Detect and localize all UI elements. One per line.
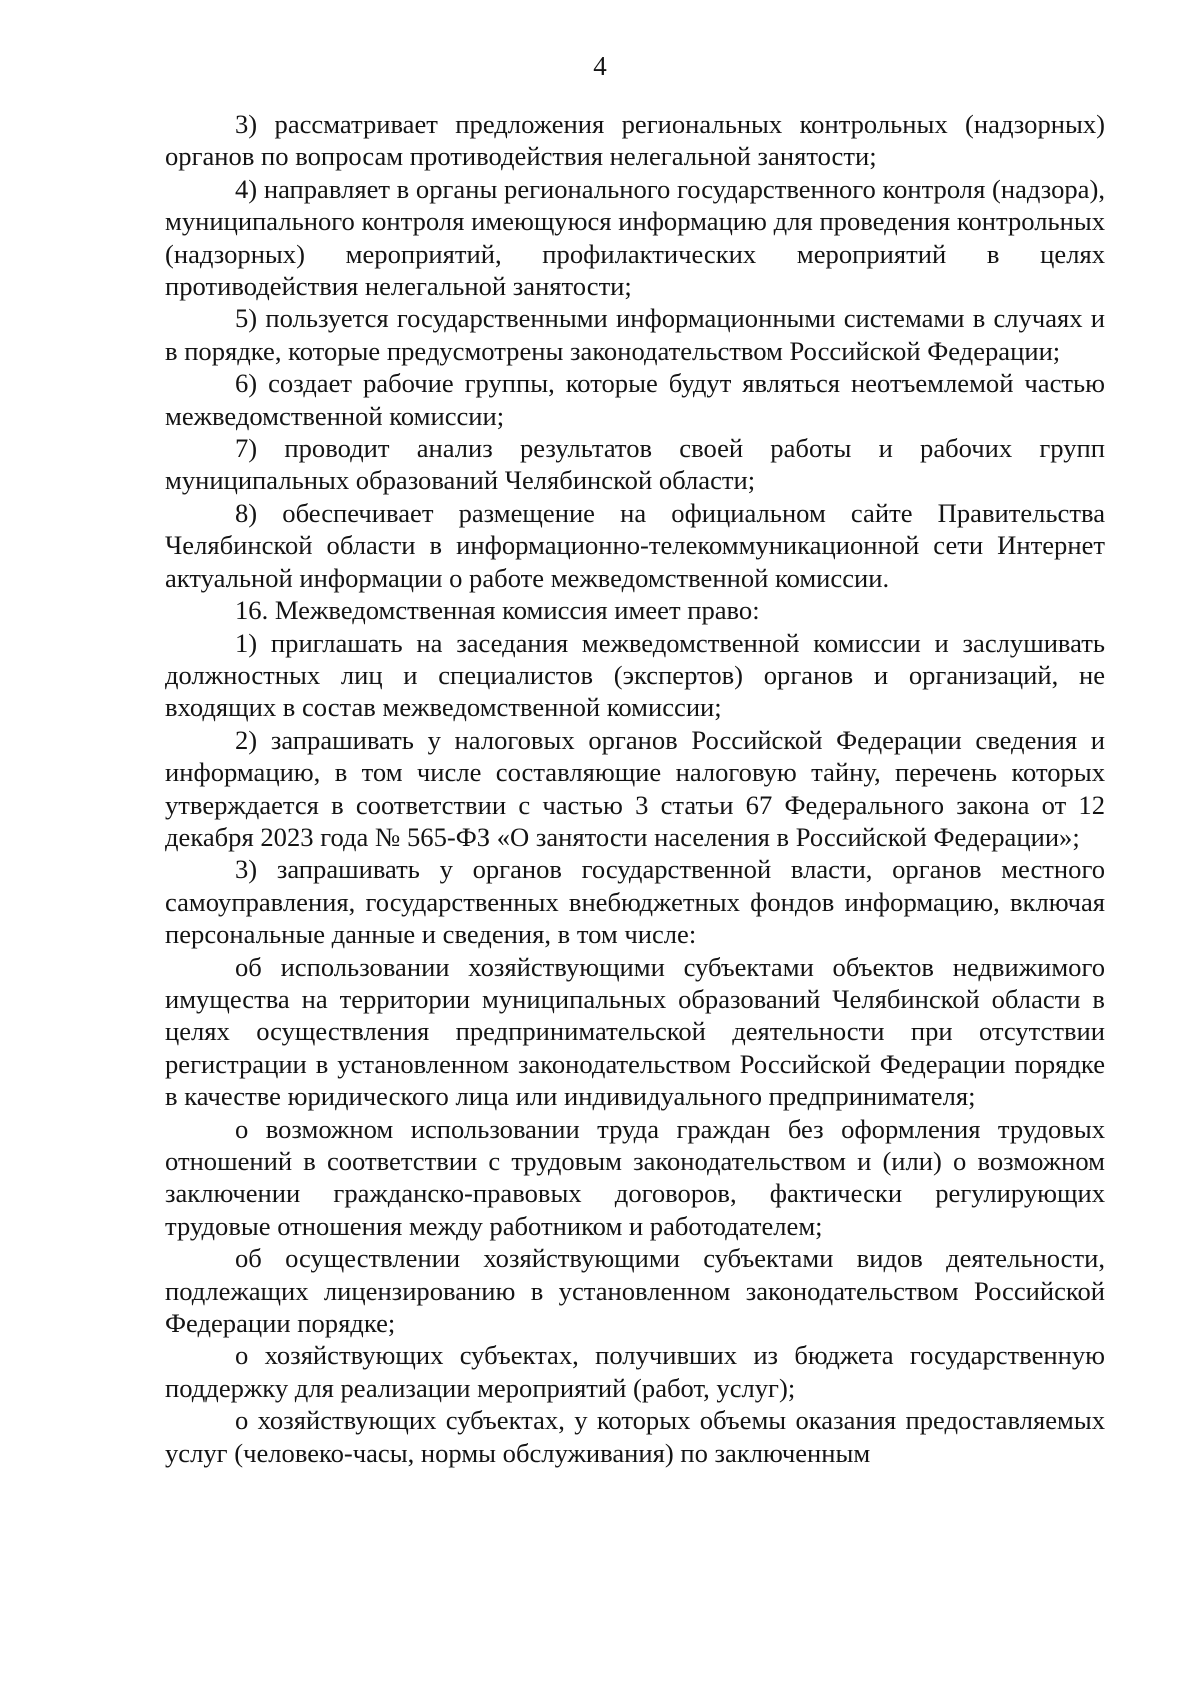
page-number: 4 bbox=[593, 51, 607, 81]
paragraph-item-7: 7) проводит анализ результатов своей работы и рабочих групп муниципальных образований Челябинской области; bbox=[165, 433, 1105, 496]
paragraph-item-5: 5) пользуется государственными информационными системами в случаях и в порядке, которые предусмотрены законодательством Российской Федерации; bbox=[165, 303, 1105, 366]
paragraph-item-4: 4) направляет в органы регионального государственного контроля (надзора), муниципального контроля имеющуюся информацию для проведения контрольных (надзорных) мероприятий, профилактических мероприятий в целях противодействия нелегальной занятости; bbox=[165, 173, 1105, 302]
section-16-heading: 16. Межведомственная комиссия имеет право: bbox=[235, 595, 760, 626]
document-body bbox=[165, 108, 1105, 1469]
paragraph-item-3: 3) рассматривает предложения региональных контрольных (надзорных) органов по вопросам противодействия нелегальной занятости; bbox=[165, 109, 1105, 172]
right-item-1: 1) приглашать на заседания межведомственной комиссии и заслушивать должностных лиц и специалистов (экспертов) органов и организаций, не входящих в состав межведомственной комиссии; bbox=[165, 627, 1105, 723]
info-item-labor-use: о возможном использовании труда граждан без оформления трудовых отношений в соответствии с трудовым законодательством и (или) о возможном заключении гражданско-правовых договоров, фактически регулирующих трудовые отношения между работником и работодателем; bbox=[165, 1113, 1105, 1241]
paragraph-item-6: 6) создает рабочие группы, которые будут являться неотъемлемой частью межведомственной комиссии; bbox=[165, 368, 1105, 431]
info-item-state-support: о хозяйствующих субъектах, получивших из бюджета государственную поддержку для реализации мероприятий (работ, услуг); bbox=[165, 1340, 1105, 1403]
paragraph-item-8: 8) обеспечивает размещение на официальном сайте Правительства Челябинской области в информационно-телекоммуникационной сети Интернет актуальной информации о работе межведомственной комиссии. bbox=[165, 497, 1105, 593]
info-item-licensing: об осуществлении хозяйствующими субъектами видов деятельности, подлежащих лицензированию в установленном законодательством Российской Федерации порядке; bbox=[165, 1243, 1105, 1339]
right-item-2: 2) запрашивать у налоговых органов Российской Федерации сведения и информацию, в том числе составляющие налоговую тайну, перечень которых утверждается в соответствии с частью 3 статьи 67 Федерального закона от 12 декабря 2023 года № 565-ФЗ «О занятости населения в Российской Федерации»; bbox=[165, 724, 1105, 852]
right-item-3: 3) запрашивать у органов государственной власти, органов местного самоуправления, государственных внебюджетных фондов информацию, включая персональные данные и сведения, в том числе: bbox=[165, 854, 1105, 950]
info-item-real-estate: об использовании хозяйствующими субъектами объектов недвижимого имущества на территории муниципальных образований Челябинской области в целях осуществления предпринимательской деятельности при отсутствии регистрации в установленном законодательством Российской Федерации порядке в качестве юридического лица или индивидуального предпринимателя; bbox=[165, 951, 1105, 1112]
info-item-service-volumes: о хозяйствующих субъектах, у которых объемы оказания предоставляемых услуг (человеко-часы, нормы обслуживания) по заключенным bbox=[165, 1405, 1105, 1468]
